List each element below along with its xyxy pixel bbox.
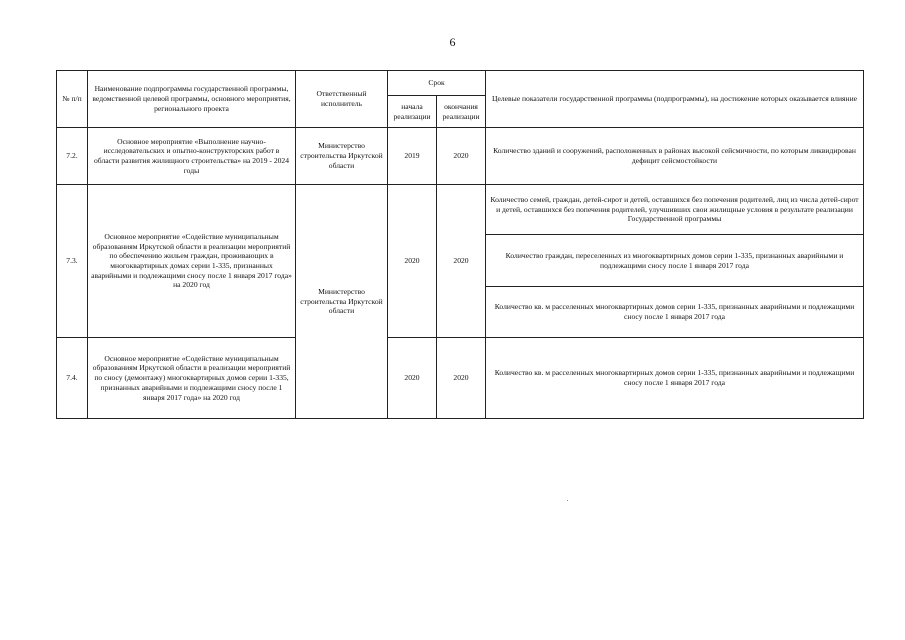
row-indicator: Количество граждан, переселенных из многоквартирных домов серии 1-335, признанных аварийными и подлежащими сносу после 1 января 2017 года <box>486 235 864 287</box>
row-start: 2019 <box>388 128 437 185</box>
row-name: Основное мероприятие «Содействие муниципальным образованиям Иркутской области в реализации мероприятий по обеспечению жильем граждан, проживающих в многоквартирных домах серии 1-335, признанных аварийными и подлежащими сносу после 1 января 2017 года» на 2020 год <box>88 185 296 338</box>
row-end: 2020 <box>437 128 486 185</box>
row-end: 2020 <box>437 338 486 419</box>
header-executor: Ответственный исполнитель <box>296 71 388 128</box>
header-end: окончания реализации <box>437 96 486 128</box>
program-table <box>56 70 864 419</box>
row-indicator: Количество зданий и сооружений, расположенных в районах высокой сейсмичности, по которым ликвидирован дефицит сейсмостойкости <box>486 128 864 185</box>
header-term: Срок <box>388 71 486 96</box>
header-start: начала реализации <box>388 96 437 128</box>
table-row <box>57 338 864 419</box>
row-name: Основное мероприятие «Содействие муниципальным образованиям Иркутской области в реализации мероприятий по сносу (демонтажу) многоквартирных домов серии 1-335, признанных аварийными и подлежащими сносу после 1 января 2017 года» на 2020 год <box>88 338 296 419</box>
page-number: 6 <box>449 35 456 49</box>
header-indicators: Целевые показатели государственной программы (подпрограммы), на достижение которых оказывается влияние <box>486 71 864 128</box>
table-header-row <box>57 71 864 96</box>
header-name: Наименование подпрограммы государственной программы, ведомственной целевой программы, основного мероприятия, регионального проекта <box>88 71 296 128</box>
row-num: 7.2. <box>57 128 88 185</box>
scan-speck <box>567 500 568 501</box>
row-executor: Министерство строительства Иркутской области <box>296 185 388 419</box>
row-name: Основное мероприятие «Выполнение научно-исследовательских и опытно-конструкторских работ в области развития жилищного строительства» на 2019 - 2024 годы <box>88 128 296 185</box>
row-start: 2020 <box>388 338 437 419</box>
row-indicator: Количество семей, граждан, детей-сирот и детей, оставшихся без попечения родителей, лиц из числа детей-сирот и детей, оставшихся без попечения родителей, улучшивших свои жилищные условия в результате реализации Государственной программы <box>486 185 864 235</box>
row-executor: Министерство строительства Иркутской области <box>296 128 388 185</box>
row-indicator: Количество кв. м расселенных многоквартирных домов серии 1-335, признанных аварийными и подлежащими сносу после 1 января 2017 года <box>486 338 864 419</box>
row-num: 7.3. <box>57 185 88 338</box>
row-start: 2020 <box>388 185 437 338</box>
header-num: № п/п <box>57 71 88 128</box>
table-row <box>57 128 864 185</box>
row-num: 7.4. <box>57 338 88 419</box>
row-end: 2020 <box>437 185 486 338</box>
row-indicator: Количество кв. м расселенных многоквартирных домов серии 1-335, признанных аварийными и подлежащими сносу после 1 января 2017 года <box>486 287 864 338</box>
table-row <box>57 185 864 235</box>
